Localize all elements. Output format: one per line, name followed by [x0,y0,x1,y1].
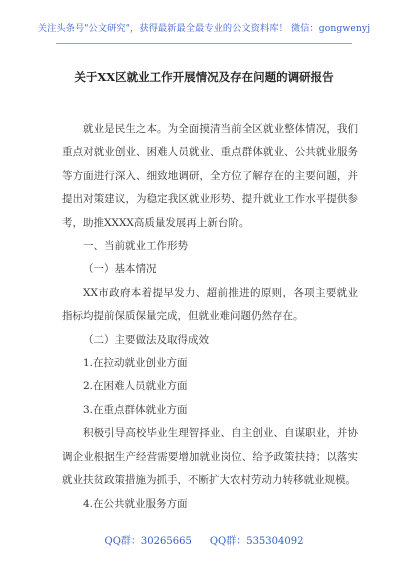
footer-contact [0,532,408,547]
header-promo-note: 关注头条号"公文研究"，获得最新最全最专业的公文资料库！ 微信：gongwenyj [37,23,371,34]
intro-paragraph: 就业是民生之本。为全面摸清当前全区就业整体情况，我们重点对就业创业、困难人员就业、重点群体就业、公共就业服务等方面进行深入、细致地调研，全方位了解存在的主要问题，并提出对策建议，为稳定我区就业形势、提升就业工作水平提供参考，助推XXXX高质量发展再上新台阶。 [62,123,358,229]
document-title: 关于XX区就业工作开展情况及存在问题的调研报告 [74,70,334,84]
document-body [62,118,358,516]
section-heading-1: 一、当前就业工作形势 [83,240,188,253]
basic-situation-paragraph: XX市政府本着提早发力、超前推进的原则，各项主要就业指标均提前保质保量完成，但就业难问题仍然存在。 [62,286,358,323]
header-divider [56,43,352,44]
footer-qq-group-1: QQ群：30265665 [104,536,192,547]
item-heading-1: 1.在拉动就业创业方面 [83,357,188,370]
key-groups-paragraph: 积极引导高校毕业生理智择业、自主创业、自谋职业，并协调企业根据生产经营需要增加就业岗位、给予政策扶持；以落实就业扶贫政策措施为抓手，不断扩大农村劳动力转移就业规模。 [62,427,358,487]
item-heading-3: 3.在重点群体就业方面 [83,403,188,416]
item-heading-4: 4.在公共就业服务方面 [83,497,188,510]
subsection-heading-basic: （一）基本情况 [83,263,157,276]
subsection-heading-measures: （二）主要做法及取得成效 [83,333,209,346]
item-heading-2: 2.在困难人员就业方面 [83,380,188,393]
footer-qq-group-2: QQ群：535304092 [209,536,304,547]
